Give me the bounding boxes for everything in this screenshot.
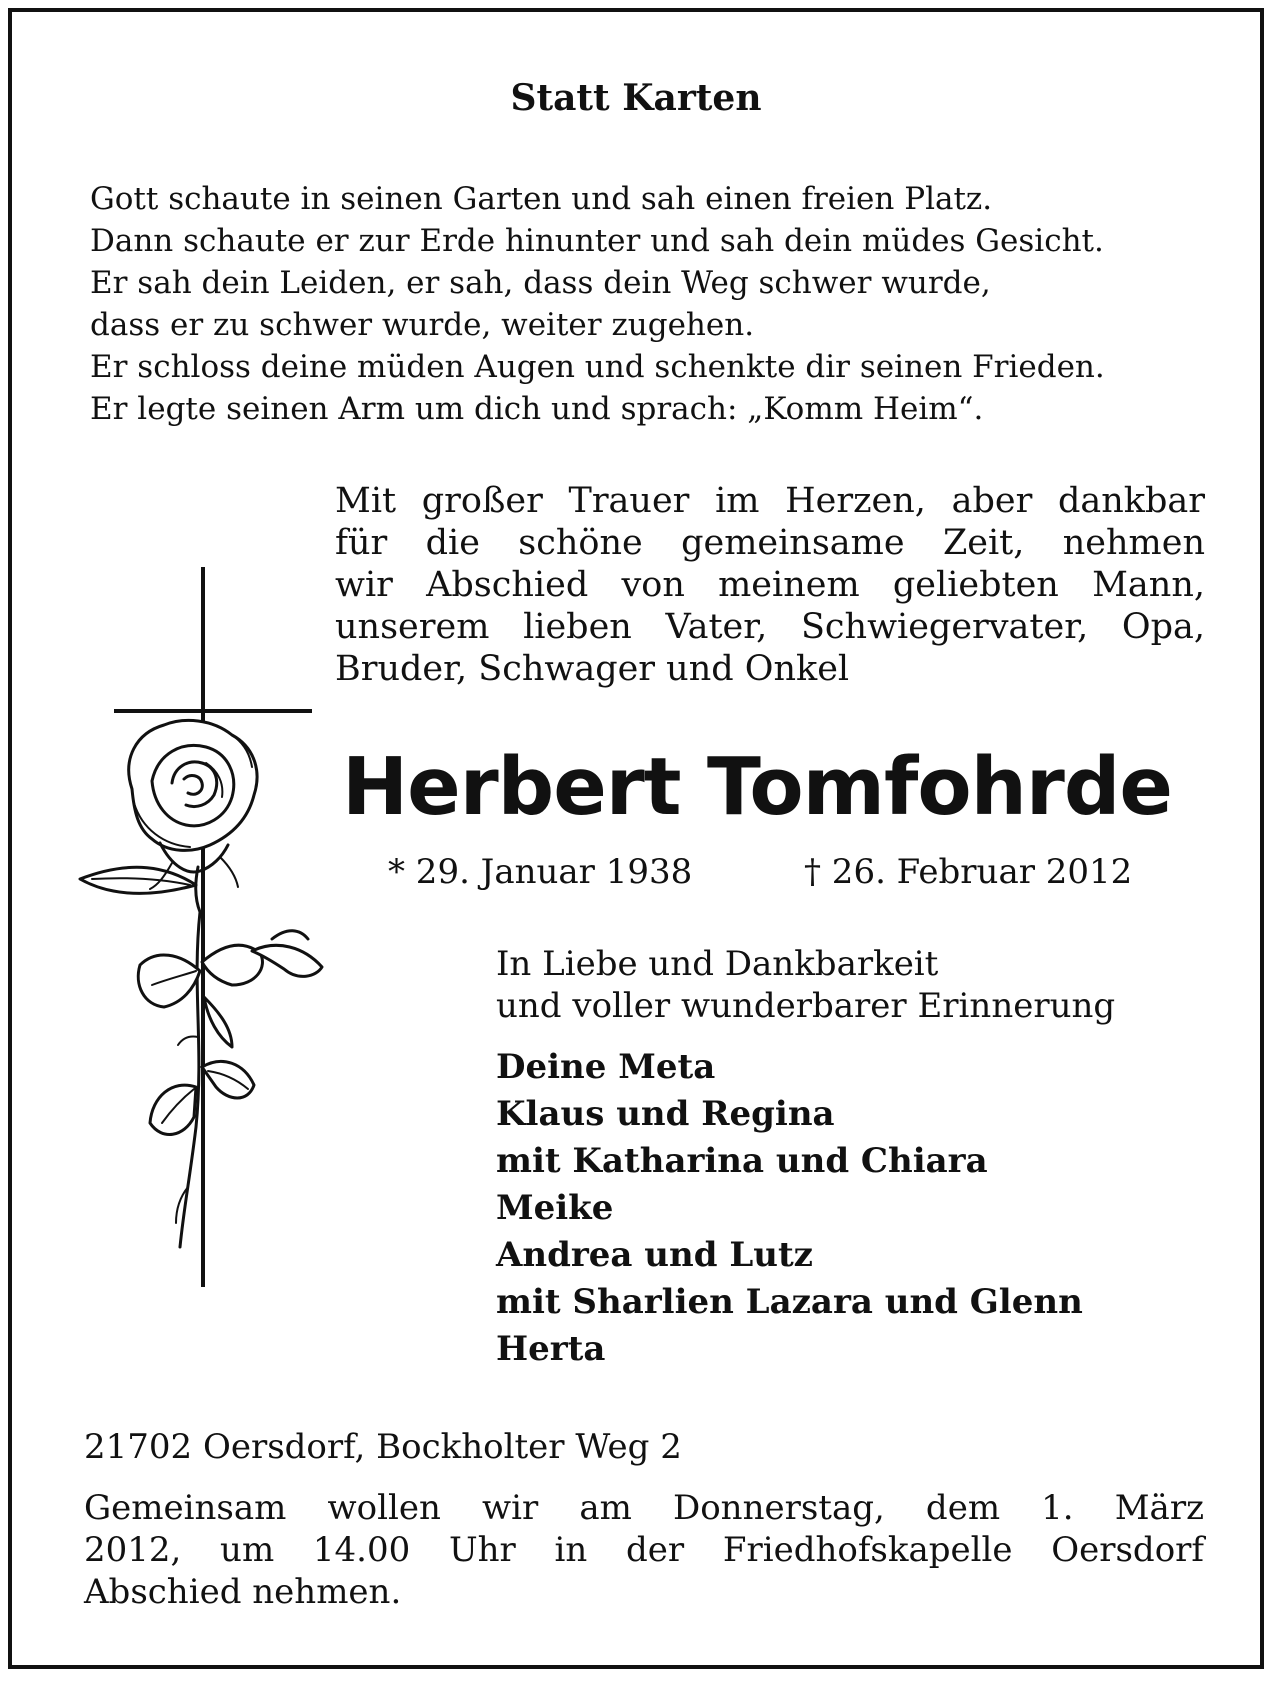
poem-line: Dann schaute er zur Erde hinunter und sah dein müdes Gesicht.	[90, 223, 1104, 259]
life-dates	[388, 850, 1188, 894]
poem-line: Er schloss deine müden Augen und schenkte dir seinen Frieden.	[90, 349, 1105, 385]
death-date: † 26. Februar 2012	[804, 852, 1133, 892]
closing-line: Abschied nehmen.	[84, 1572, 402, 1612]
intro-line: Bruder, Schwager und Onkel	[335, 649, 850, 689]
intro-line: Mit großer Trauer im Herzen, aber dankbar	[335, 481, 1205, 521]
poem-line: Gott schaute in seinen Garten und sah einen freien Platz.	[90, 181, 993, 217]
closing-line: Gemeinsam wollen wir am Donnerstag, dem 1. März	[84, 1488, 1204, 1528]
intro-line: für die schöne gemeinsame Zeit, nehmen	[335, 523, 1205, 563]
mourners-list	[496, 1044, 1236, 1373]
love-line: In Liebe und Dankbarkeit	[496, 944, 939, 984]
mourner-line: Meike	[496, 1188, 614, 1228]
birth-date: * 29. Januar 1938	[388, 852, 693, 892]
closing-paragraph	[84, 1487, 1204, 1613]
mourner-line: mit Sharlien Lazara und Glenn	[496, 1282, 1083, 1322]
deceased-name: Herbert Tomfohrde	[342, 741, 1172, 833]
love-lines	[496, 943, 1236, 1027]
poem-line: Er legte seinen Arm um dich und sprach: „Komm Heim“.	[90, 391, 984, 427]
intro-line: wir Abschied von meinem geliebten Mann,	[335, 565, 1205, 605]
mourner-line: Andrea und Lutz	[496, 1235, 813, 1275]
address: 21702 Oersdorf, Bockholter Weg 2	[84, 1427, 682, 1467]
cross-rose-illustration	[72, 567, 332, 1297]
notice-heading: Statt Karten	[510, 77, 762, 119]
poem	[90, 178, 1250, 430]
poem-line: dass er zu schwer wurde, weiter zugehen.	[90, 307, 755, 343]
mourner-line: mit Katharina und Chiara	[496, 1141, 988, 1181]
intro-paragraph	[335, 480, 1205, 690]
obituary-notice	[8, 8, 1264, 1669]
mourner-line: Herta	[496, 1329, 606, 1369]
mourner-line: Deine Meta	[496, 1047, 716, 1087]
closing-line: 2012, um 14.00 Uhr in der Friedhofskapelle Oersdorf	[84, 1530, 1204, 1570]
intro-line: unserem lieben Vater, Schwiegervater, Opa,	[335, 607, 1205, 647]
love-line: und voller wunderbarer Erinnerung	[496, 986, 1116, 1026]
mourner-line: Klaus und Regina	[496, 1094, 835, 1134]
poem-line: Er sah dein Leiden, er sah, dass dein Weg schwer wurde,	[90, 265, 991, 301]
cross-icon	[114, 567, 312, 1287]
